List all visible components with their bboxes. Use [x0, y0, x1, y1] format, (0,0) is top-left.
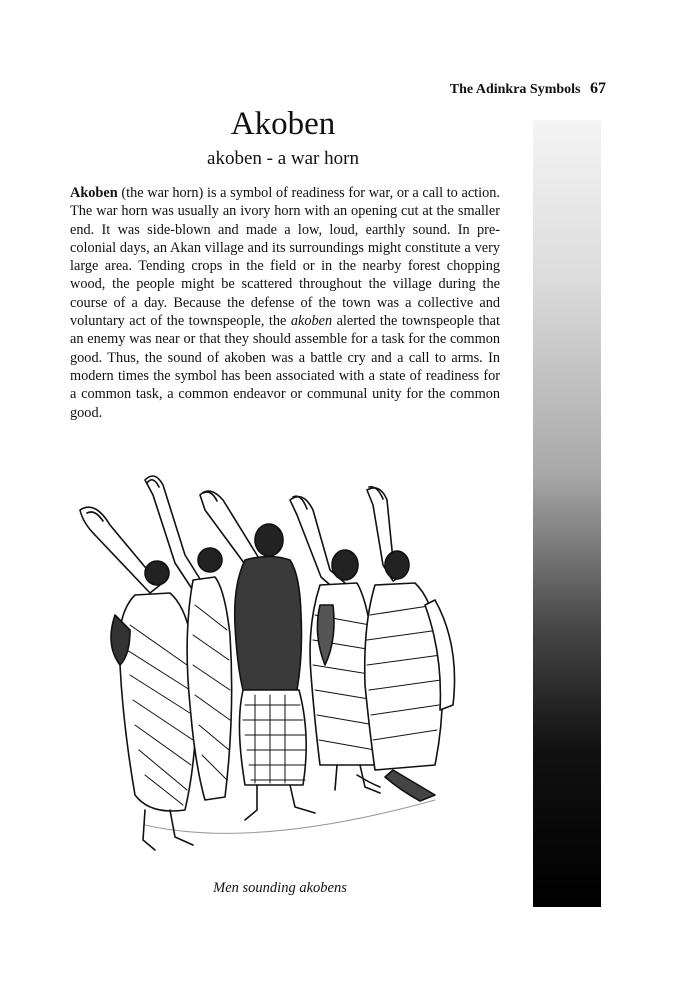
running-header — [450, 80, 606, 98]
akoben-illustration — [75, 465, 470, 865]
running-title: The Adinkra Symbols — [449, 82, 581, 97]
page-subtitle: akoben - a war horn — [207, 148, 359, 169]
decorative-gradient-bar — [533, 120, 601, 907]
body-emphasis: akoben — [290, 313, 333, 330]
page-number: 67 — [590, 80, 606, 97]
body-text-part1: (the war horn) is a symbol of readiness for war, or a call to action. The war horn was usually an ivory horn with an opening cut at the smaller end. It was side-blown and made a low, loud, earthly sound. In pre-colonial days, an Akan village and its surroundings might constitute a very large area. Tending crops in the field or in the nearby forest chopping wood, the people might be scattered throughout the village during the course of a day. Because the defense of the town was a collective and voluntary act of the townspeople, the — [70, 185, 500, 330]
body-term: Akoben — [70, 185, 118, 201]
body-text-part2: alerted the townspeople that an enemy was near or that they should assemble for a task for the common good. Thus, the sound of akoben was a battle cry and a call to arms. In modern times the symbol has been associated with a state of readiness for a common task, a common endeavor or communal unity for the common good. — [70, 313, 500, 421]
body-paragraph — [70, 184, 500, 422]
page-title: Akoben — [230, 106, 336, 142]
figure-caption: Men sounding akobens — [213, 880, 347, 896]
